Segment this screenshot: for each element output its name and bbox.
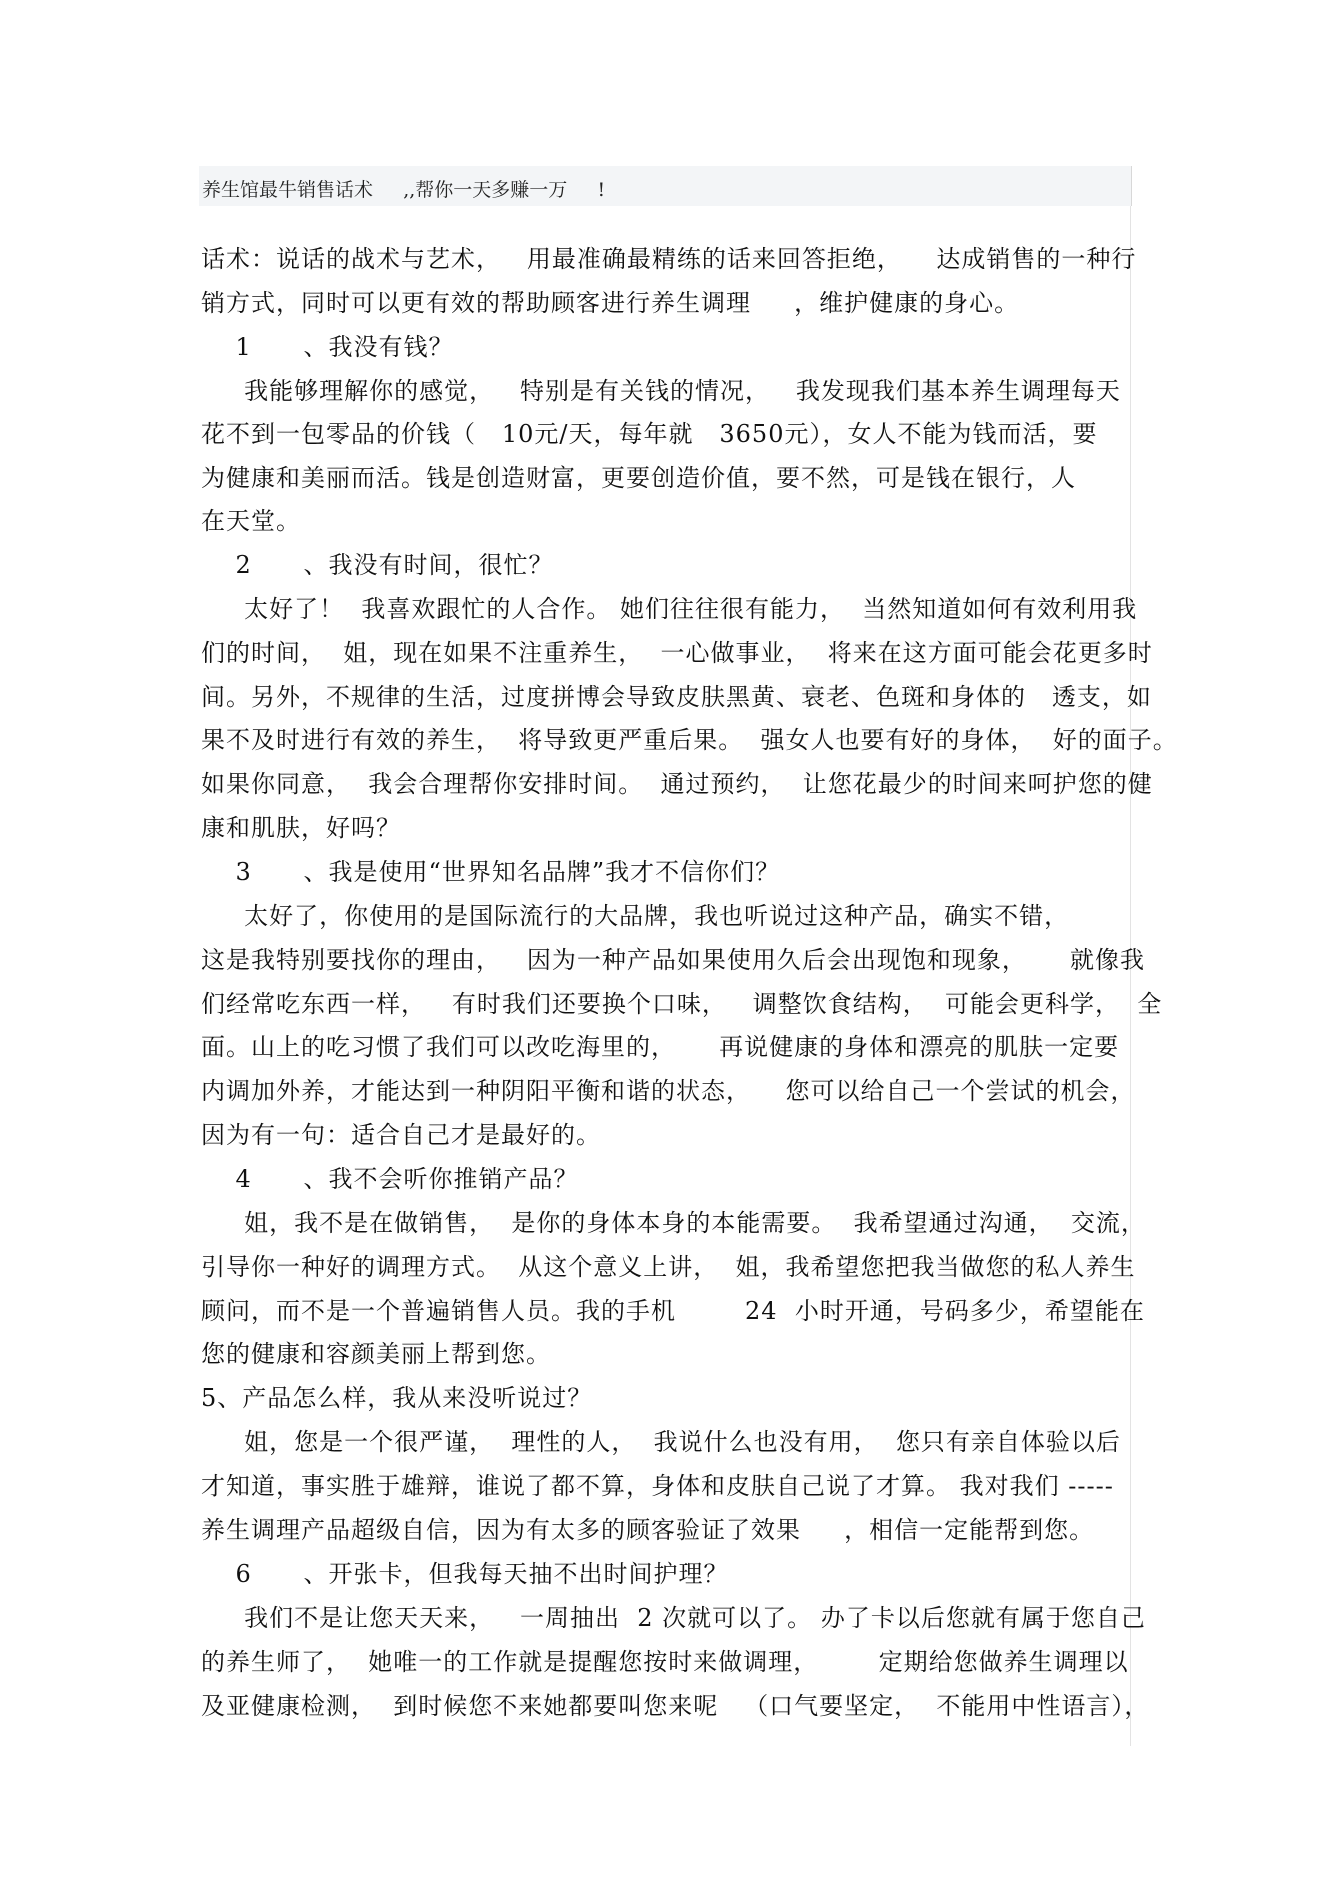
body-line: 如果你同意， 我会合理帮你安排时间。 通过预约， 让您花最少的时间来呵护您的健 bbox=[201, 770, 1153, 798]
body-line: 您的健康和容颜美丽上帮到您。 bbox=[201, 1340, 551, 1368]
section-heading: 2 、我没有时间，很忙？ bbox=[201, 551, 554, 579]
section-heading: 6 、开张卡，但我每天抽不出时间护理？ bbox=[201, 1560, 729, 1588]
body-line: 们的时间， 姐，现在如果不注重养生， 一心做事业， 将来在这方面可能会花更多时 bbox=[201, 639, 1153, 667]
body-line: 们经常吃东西一样， 有时我们还要换个口味， 调整饮食结构， 可能会更科学， 全 bbox=[201, 990, 1163, 1018]
header-band bbox=[199, 166, 1132, 206]
body-line: 太好了！ 我喜欢跟忙的人合作。 她们往往很有能力， 当然知道如何有效利用我 bbox=[201, 595, 1138, 623]
section-heading: 4 、我不会听你推销产品？ bbox=[201, 1165, 579, 1193]
body-line: 为健康和美丽而活。钱是创造财富，更要创造价值，要不然，可是钱在银行，人 bbox=[201, 464, 1076, 492]
body-line: 引导你一种好的调理方式。 从这个意义上讲， 姐，我希望您把我当做您的私人养生 bbox=[201, 1253, 1136, 1281]
body-line: 姐，我不是在做销售， 是你的身体本身的本能需要。 我希望通过沟通， 交流， bbox=[201, 1209, 1146, 1237]
body-line: 的养生师了， 她唯一的工作就是提醒您按时来做调理， 定期给您做养生调理以 bbox=[201, 1648, 1129, 1676]
body-line: 间。另外，不规律的生活，过度拼博会导致皮肤黑黄、衰老、色斑和身体的 透支，如 bbox=[201, 683, 1152, 711]
body-line: 面。山上的吃习惯了我们可以改吃海里的， 再说健康的身体和漂亮的肌肤一定要 bbox=[201, 1033, 1120, 1061]
body-line: 及亚健康检测， 到时候您不来她都要叫您来呢 （口气要坚定， 不能用中性语言）， bbox=[201, 1692, 1150, 1720]
body-line: 销方式，同时可以更有效的帮助顾客进行养生调理 ，维护健康的身心。 bbox=[201, 289, 1020, 317]
body-line: 我能够理解你的感觉， 特别是有关钱的情况， 我发现我们基本养生调理每天 bbox=[201, 377, 1121, 405]
body-line: 才知道，事实胜于雄辩，谁说了都不算，身体和皮肤自己说了才算。 我对我们 ----- bbox=[201, 1472, 1114, 1500]
body-line: 养生调理产品超级自信，因为有太多的顾客验证了效果 ，相信一定能帮到您。 bbox=[201, 1516, 1095, 1544]
body-line: 因为有一句：适合自己才是最好的。 bbox=[201, 1121, 601, 1149]
right-margin-rule bbox=[1130, 206, 1131, 1746]
section-heading: 1 、我没有钱？ bbox=[201, 333, 454, 361]
section-heading: 3 、我是使用“世界知名品牌”我才不信你们？ bbox=[201, 858, 781, 886]
body-line: 姐，您是一个很严谨， 理性的人， 我说什么也没有用， 您只有亲自体验以后 bbox=[201, 1428, 1121, 1456]
body-line: 在天堂。 bbox=[201, 507, 301, 535]
body-line: 顾问，而不是一个普遍销售人员。我的手机 24 小时开通，号码多少，希望能在 bbox=[201, 1297, 1145, 1325]
body-line: 太好了，你使用的是国际流行的大品牌，我也听说过这种产品，确实不错， bbox=[201, 902, 1070, 930]
body-line: 话术：说话的战术与艺术， 用最准确最精练的话来回答拒绝， 达成销售的一种行 bbox=[201, 245, 1137, 273]
section-heading: 5、产品怎么样，我从来没听说过？ bbox=[201, 1384, 593, 1412]
body-line: 这是我特别要找你的理由， 因为一种产品如果使用久后会出现饱和现象， 就像我 bbox=[201, 946, 1146, 974]
document-title: 养生馆最牛销售话术 ,,帮你一天多赚一万 ! bbox=[202, 179, 606, 201]
body-line: 我们不是让您天天来， 一周抽出 2 次就可以了。 办了卡以后您就有属于您自己 bbox=[201, 1604, 1146, 1632]
body-line: 花不到一包零品的价钱（ 10元/天，每年就 3650元），女人不能为钱而活，要 bbox=[201, 420, 1098, 448]
body-line: 内调加外养，才能达到一种阴阳平衡和谐的状态， 您可以给自己一个尝试的机会， bbox=[201, 1077, 1136, 1105]
body-line: 果不及时进行有效的养生， 将导致更严重后果。 强女人也要有好的身体， 好的面子。 bbox=[201, 726, 1178, 754]
body-line: 康和肌肤，好吗？ bbox=[201, 814, 401, 842]
